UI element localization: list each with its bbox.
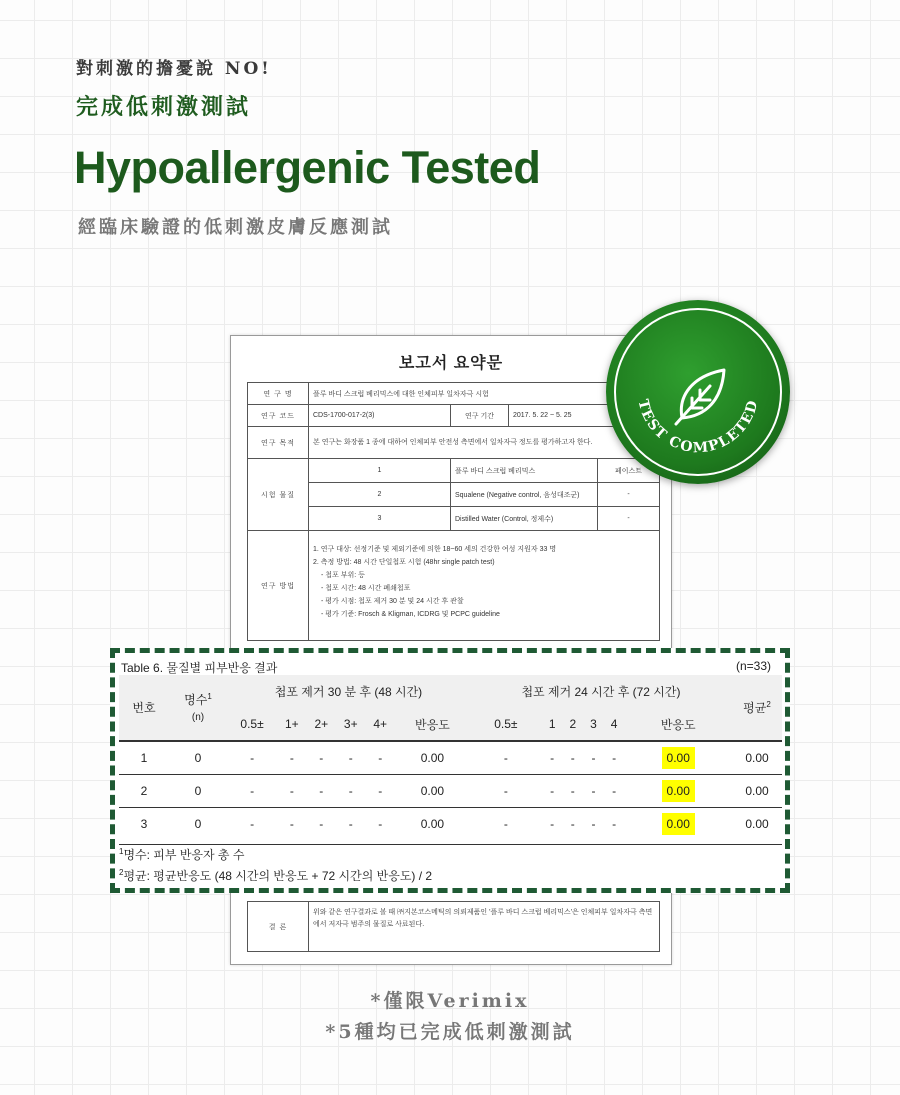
highlighted-reaction: 0.00 [662, 813, 695, 835]
footer-note-2: *5種均已完成低刺激測試 [325, 1021, 575, 1043]
study-name-label: 연 구 명 [248, 383, 309, 405]
col-count-label: 명수 [184, 693, 208, 707]
row-no: 3 [119, 807, 169, 840]
col-count-unit: (n) [191, 712, 205, 723]
method-label: 연구 방법 [248, 531, 309, 641]
study-name: 플루 바디 스크럽 베리믹스에 대한 인체피부 일차자극 시험 [309, 383, 660, 405]
highlighted-reaction: 0.00 [662, 747, 695, 769]
material-name: 플루 바디 스크럽 베리믹스 [451, 459, 598, 483]
col-average-sup: 2 [766, 700, 771, 709]
table-row [119, 807, 782, 840]
sub-header: 2 [562, 708, 583, 741]
footnote-1-text: 명수: 피부 반응자 총 수 [123, 848, 245, 862]
cell: - [470, 807, 542, 840]
cell: - [307, 741, 336, 774]
material-name: Squalene (Negative control, 음성대조군) [451, 483, 598, 507]
leaf-icon [676, 370, 724, 424]
col-no: 번호 [119, 675, 169, 741]
sub-header: 3+ [336, 708, 365, 741]
materials-label: 시험 물질 [248, 459, 309, 531]
highlighted-reaction: 0.00 [662, 780, 695, 802]
reaction-72h-cell [624, 807, 732, 840]
row-count: 0 [169, 741, 227, 774]
sub-heading: 完成低刺激測試 [76, 94, 252, 120]
cell: - [365, 741, 394, 774]
cell: - [470, 774, 542, 807]
test-completed-stamp [606, 300, 790, 484]
sub-header: 4+ [365, 708, 394, 741]
col-average-label: 평균 [743, 701, 767, 715]
purpose-label: 연구 목적 [248, 427, 309, 459]
table-bottom-rule [119, 844, 782, 845]
footnote-2-text: 평균: 평균반응도 (48 시간의 반응도 + 72 시간의 반응도) / 2 [123, 869, 433, 883]
code-label: 연구 코드 [248, 405, 309, 427]
cell: - [227, 774, 277, 807]
results-table-callout [110, 648, 790, 893]
study-method [309, 531, 660, 641]
cell: - [542, 774, 563, 807]
period-label: 연구 기간 [451, 405, 509, 427]
cell: - [562, 807, 583, 840]
cell: - [604, 774, 625, 807]
col-count [169, 675, 227, 741]
sub-header: 1 [542, 708, 563, 741]
material-form: 페이스트 [598, 459, 660, 483]
row-count: 0 [169, 774, 227, 807]
cell: - [365, 774, 394, 807]
material-no: 1 [309, 459, 451, 483]
reaction-72h-cell [624, 741, 732, 774]
material-form: - [598, 507, 660, 531]
report-summary-table [247, 382, 660, 641]
cell: - [604, 741, 625, 774]
top-heading: 對刺激的擔憂說 NO! [76, 59, 272, 79]
skin-reaction-table [119, 675, 782, 840]
method-line: - 첩포 부위: 등 [321, 572, 365, 579]
sub-header: 1+ [277, 708, 306, 741]
reaction-48h: 0.00 [395, 741, 470, 774]
row-no: 1 [119, 741, 169, 774]
cell: - [583, 741, 604, 774]
report-conclusion-table [247, 901, 660, 952]
cell: - [470, 741, 542, 774]
cell: - [277, 807, 306, 840]
sub-header: 3 [583, 708, 604, 741]
cell: - [336, 741, 365, 774]
reaction-72h-cell [624, 774, 732, 807]
row-average: 0.00 [732, 807, 782, 840]
cell: - [583, 774, 604, 807]
method-line: - 평가 기준: Frosch & Kligman, ICDRG 및 PCPC guideline [321, 611, 500, 618]
row-count: 0 [169, 807, 227, 840]
sub-header: 4 [604, 708, 625, 741]
conclusion-label: 결 론 [248, 902, 309, 952]
row-no: 2 [119, 774, 169, 807]
conclusion-text: 위와 같은 연구결과로 볼 때 ㈜지본코스메틱의 의뢰제품인 '플루 바디 스크럽 베리믹스'은 인체피부 일차자극 측면에서 저자극 범주의 물질로 사료된다. [309, 902, 660, 952]
cell: - [336, 807, 365, 840]
sub-header: 2+ [307, 708, 336, 741]
reaction-48h: 0.00 [395, 807, 470, 840]
footnote-1-mark: 1 [119, 847, 124, 856]
method-line: - 평가 시점: 첩포 제거 30 분 및 24 시간 후 관찰 [321, 598, 464, 605]
study-period: 2017. 5. 22 ~ 5. 25 [509, 405, 660, 427]
stamp-text: TEST COMPLETED [634, 397, 762, 457]
sample-size: (n=33) [735, 659, 771, 673]
col-average [732, 675, 782, 741]
method-line: - 첩포 시간: 48 시간 폐쇄첩포 [321, 585, 411, 592]
reaction-48h: 0.00 [395, 774, 470, 807]
footnote-2-mark: 2 [119, 868, 124, 877]
cell: - [365, 807, 394, 840]
cell: - [227, 807, 277, 840]
study-code: CDS-1700-017-2(3) [309, 405, 451, 427]
cell: - [277, 741, 306, 774]
col-count-sup: 1 [207, 692, 212, 701]
cell: - [562, 774, 583, 807]
cell: - [227, 741, 277, 774]
table-row [119, 741, 782, 774]
sub-header: 0.5± [470, 708, 542, 741]
table-row [119, 774, 782, 807]
cell: - [307, 774, 336, 807]
sub-header: 반응도 [395, 708, 470, 741]
sub-header: 0.5± [227, 708, 277, 741]
table-caption: Table 6. 물질별 피부반응 결과 [121, 661, 278, 675]
col-group-24h: 첩포 제거 24 시간 후 (72 시간) [470, 675, 732, 708]
main-title: Hypoallergenic Tested [74, 142, 541, 193]
cell: - [583, 807, 604, 840]
cell: - [307, 807, 336, 840]
report-title: 보고서 요약문 [398, 355, 504, 372]
material-form: - [598, 483, 660, 507]
method-line: 2. 측정 방법: 48 시간 단일첩포 시험 (48hr single patch test) [313, 559, 495, 566]
cell: - [562, 741, 583, 774]
cell: - [542, 741, 563, 774]
sub-header: 반응도 [624, 708, 732, 741]
cell: - [542, 807, 563, 840]
footnote-2 [119, 867, 432, 884]
material-name: Distilled Water (Control, 정제수) [451, 507, 598, 531]
cell: - [277, 774, 306, 807]
description: 經臨床驗證的低刺激皮膚反應測試 [78, 217, 393, 238]
row-average: 0.00 [732, 741, 782, 774]
row-average: 0.00 [732, 774, 782, 807]
col-group-30min: 첩포 제거 30 분 후 (48 시간) [227, 675, 470, 708]
material-no: 2 [309, 483, 451, 507]
material-no: 3 [309, 507, 451, 531]
footnote-1 [119, 846, 244, 863]
study-purpose: 본 연구는 화장품 1 종에 대하여 인체피부 안전성 측면에서 일차자극 정도를 평가하고자 한다. [309, 427, 660, 459]
stamp-graphic [606, 300, 790, 484]
method-line: 1. 연구 대상: 선정기준 및 제외기준에 의한 18~60 세의 건강한 여성 지원자 33 명 [313, 546, 557, 553]
footer-note-1: *僅限Verimix [370, 990, 530, 1012]
cell: - [336, 774, 365, 807]
cell: - [604, 807, 625, 840]
